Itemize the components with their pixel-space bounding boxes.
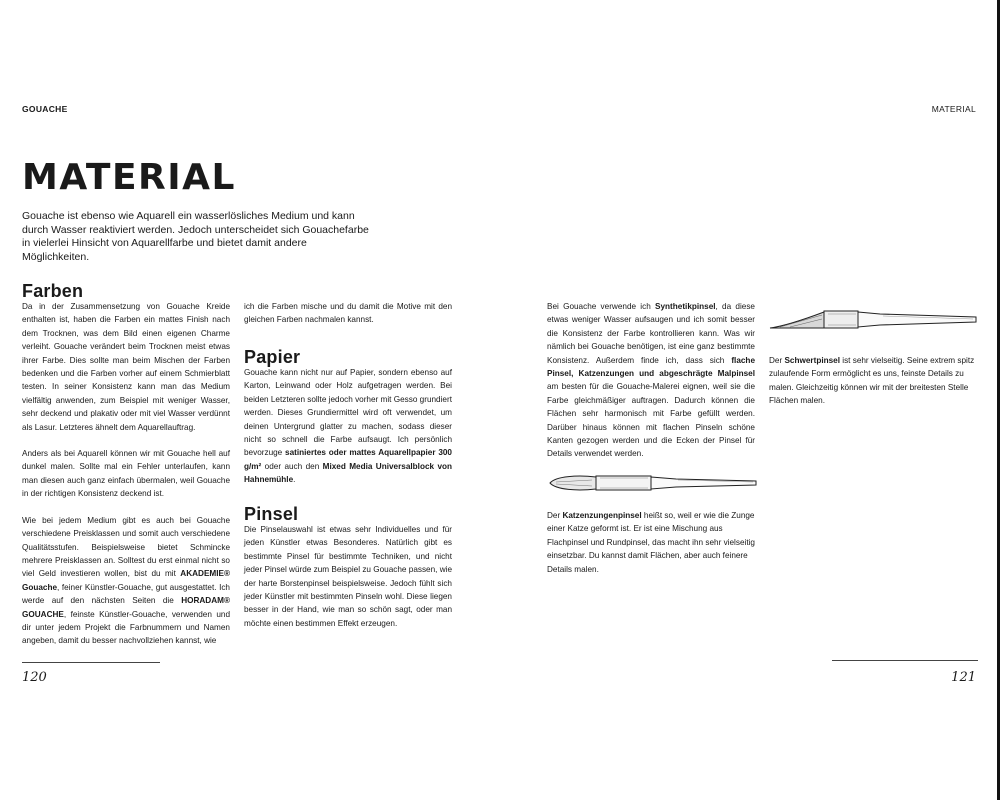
column-pinsel bbox=[244, 523, 452, 630]
farben-paragraph-2: Anders als bei Aquarell können wir mit Gouache hell auf dunkel malen. Sollte mal ein Fehler unterlaufen, kann man diesen auch ganz einfach übermalen, weil Gouache in der richtigen Konsistenz deckend ist. bbox=[22, 449, 230, 499]
brush-types-term: flache Pinsel, Katzenzungen und abgeschrägte Malpinsel bbox=[547, 355, 755, 379]
page-number-right: 121 bbox=[951, 670, 976, 685]
schwertpinsel-illustration bbox=[768, 302, 978, 340]
page-number-left: 120 bbox=[22, 670, 47, 685]
katzenzungenpinsel-term: Katzenzungenpinsel bbox=[562, 511, 642, 520]
farben-paragraph-1: Da in der Zusammensetzung von Gouache Kreide enthalten ist, haben die Farben ein mattes Finish nach dem Trocknen, was dem Bild einen eigenen Charme verleiht. Gouache verändert beim Trocknen meist etwas ihrer Farbe. Dies sollte man beim Mischen der Farben bedenken und die Farben vorher auf einem Schmierblatt testen. In seiner Konsistenz kann man das Medium vielfältig anwenden, zum Beispiel mit weniger Wasser, sehr deckend und plakativ oder mit viel Wasser verdünnt als Lasur. Letzteres ähnelt dem Aquarellauftrag. bbox=[22, 302, 230, 432]
column-papier bbox=[244, 366, 452, 487]
katzenzungenpinsel-illustration bbox=[548, 468, 758, 498]
heading-papier: Papier bbox=[244, 347, 301, 367]
column-middle bbox=[244, 300, 452, 327]
synthetik-paragraph: Bei Gouache verwende ich Synthetikpinsel, da diese etwas weniger Wasser aufsaugen und ich somit besser die Konsistenz der Farbe kontrollieren kann. Was wir nämlich bei Gouache benötigen, ist eine ganz bestimmte Konsistenz. Außerdem finde ich, dass sich flache Pinsel, Katzenzungen und abgeschrägte Malpinsel am besten für die Gouache-Malerei eignen, weil sie die Farbe gleichmäßiger auftragen. Dadurch können die Flächen sehr harmonisch mit Farbe gefüllt werden. Darüber hinaus können mit flachen Pinseln schöne Kanten gezogen werden und die Ecken der Pinsel für Details verwendet werden. bbox=[547, 302, 755, 459]
farben-paragraph-3: Wie bei jedem Medium gibt es auch bei Gouache verschiedene Preisklassen und somit auch verschiedene Qualitätsstufen. Beispielsweise bietet Schmincke mehrere Preisklassen an. Solltest du erst einmal nicht so viel Geld investieren wollen, bist du mit AKADEMIE® Gouache, feiner Künstler-Gouache, gut ausgestattet. Ich werde auf den nächsten Seiten die HORADAM® GOUACHE, feinste Künstler-Gouache, verwenden und dir unter jedem Projekt die Farbnummern und Namen angeben, damit du besser nachvollziehen kannst, wie bbox=[22, 515, 230, 646]
pinsel-paragraph: Die Pinselauswahl ist etwas sehr Individuelles und für jeden Künstler etwas Besonderes. Natürlich gibt es bestimmte Pinsel für bestimmte Techniken, und nicht jeder Pinsel würde zum Beispiel zu Gouache passen, wie der harte Borstenpinsel beispielsweise. Jedoch fühlt sich jeder Künstler mit bestimmten Pinseln wohl. Diese liegen besser in der Hand, wie man so schön sagt, oder man möchte einen bestimmen Effekt erzeugen. bbox=[244, 525, 452, 628]
schwertpinsel-term: Schwertpinsel bbox=[784, 356, 840, 365]
running-head-left: GOUACHE bbox=[22, 104, 68, 114]
papier-recommendation-2: Mixed Media Universalblock von Hahnemühle bbox=[244, 461, 452, 485]
papier-paragraph: Gouache kann nicht nur auf Papier, sondern ebenso auf Karton, Leinwand oder Holz aufgetragen werden. Bei beiden Letzteren sollte jedoch vorher mit Gesso grundiert werden. Dieses Grundiermittel wird oft verwendet, um deinen Untergrund glatter zu machen, sodass dieser nicht so schnell die Farbe aufsaugt. Ich persönlich bevorzuge satiniertes oder mattes Aquarellpapier 300 g/m² oder auch den Mixed Media Universalblock von Hahnemühle. bbox=[244, 368, 452, 485]
synthetikpinsel-term: Synthetikpinsel bbox=[655, 302, 716, 311]
running-head-right: MATERIAL bbox=[931, 104, 976, 114]
heading-farben: Farben bbox=[22, 281, 84, 301]
footer-rule-left bbox=[22, 662, 160, 663]
heading-pinsel: Pinsel bbox=[244, 504, 299, 524]
schwert-caption: Der Schwertpinsel ist sehr vielseitig. Seine extrem spitz zulaufende Form ermöglicht es uns, feinste Details zu malen. Gleichzeitig können wir mit der breitesten Stelle Flächen malen. bbox=[769, 356, 975, 406]
page-title: MATERIAL bbox=[22, 157, 236, 198]
intro-paragraph: Gouache ist ebenso wie Aquarell ein wasserlösliches Medium und kann durch Wasser reaktiviert werden. Jedoch unterscheidet sich Gouachefarbe in vielerlei Hinsicht von Aquarellfarbe und bietet damit andere Möglichkeiten. bbox=[22, 210, 369, 263]
footer-rule-right bbox=[832, 660, 978, 661]
column-farben bbox=[22, 300, 230, 648]
katzenzungen-caption: Der Katzenzungenpinsel heißt so, weil er wie die Zunge einer Katze geformt ist. Er ist eine Mischung aus Flachpinsel und Rundpinsel, das macht ihn sehr vielseitig einsetzbar. Du kannst damit Flächen, aber auch feinere Details malen. bbox=[547, 511, 755, 574]
horadam-gouache: HORADAM® GOUACHE bbox=[22, 596, 230, 619]
column-synthetik bbox=[547, 300, 755, 461]
farben-paragraph-4: ich die Farben mische und du damit die Motive mit den gleichen Farben nachmalen kannst. bbox=[244, 302, 452, 325]
akademie-gouache: AKADEMIE® Gouache bbox=[22, 569, 230, 592]
papier-recommendation-1: satiniertes oder mattes Aquarellpapier 300 g/m² bbox=[244, 448, 452, 471]
